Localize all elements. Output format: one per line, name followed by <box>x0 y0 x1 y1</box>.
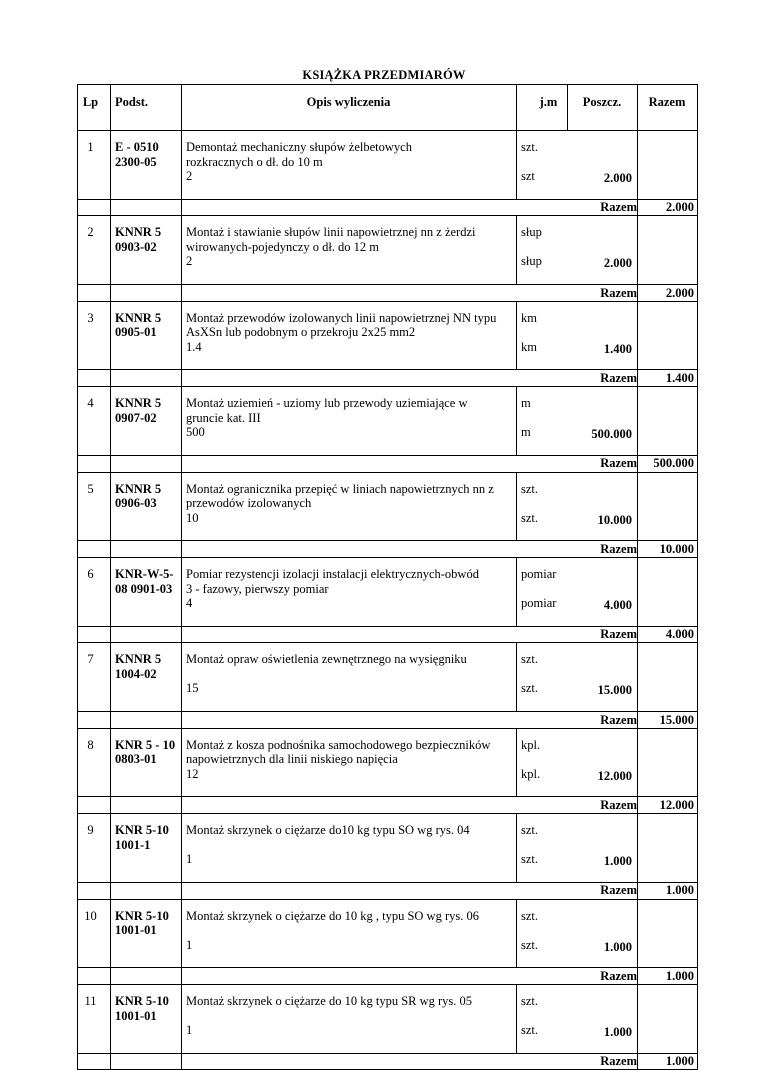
table-border-right <box>697 84 698 1070</box>
razem-label: Razem <box>600 541 637 556</box>
razem-value: 12.000 <box>659 797 694 812</box>
item-lp: 7 <box>87 652 94 667</box>
item-description: wirowanych-pojedynczy o dł. do 12 m <box>186 239 380 254</box>
item-unit: szt. <box>521 908 539 923</box>
item-lp: 11 <box>84 994 97 1008</box>
item-partial-value: 1.000 <box>603 939 632 954</box>
razem-value: 15.000 <box>659 712 694 727</box>
column-divider <box>181 626 182 643</box>
item-unit: szt. <box>521 994 539 1008</box>
column-divider <box>181 540 182 557</box>
header-jm: j.m <box>539 95 558 109</box>
item-unit: szt. <box>521 652 539 667</box>
razem-label: Razem <box>600 627 637 642</box>
column-divider <box>637 130 638 199</box>
item-description: Montaż ogranicznika przepięć w liniach napowietrznych nn z <box>186 481 494 496</box>
item-basis: 0803-01 <box>115 752 157 767</box>
column-divider <box>637 215 638 284</box>
item-lp: 4 <box>87 396 94 411</box>
column-divider <box>181 984 182 1053</box>
column-divider <box>637 386 638 455</box>
razem-value: 4.000 <box>665 627 694 642</box>
razem-label: Razem <box>600 797 637 812</box>
column-divider <box>637 84 638 130</box>
razem-label: Razem <box>600 712 637 727</box>
item-unit: km <box>521 310 537 325</box>
column-divider <box>110 455 111 472</box>
item-lp: 2 <box>87 225 94 240</box>
item-lp: 10 <box>84 908 97 923</box>
column-divider <box>181 1053 182 1070</box>
column-divider <box>181 472 182 541</box>
column-divider <box>637 899 638 968</box>
item-basis: 0907-02 <box>115 410 157 425</box>
column-divider <box>637 642 638 711</box>
column-divider <box>516 472 517 541</box>
razem-value: 1.000 <box>665 1054 694 1069</box>
column-divider <box>181 899 182 968</box>
column-divider <box>181 215 182 284</box>
item-unit: szt. <box>521 1023 539 1037</box>
header-razem: Razem <box>648 95 686 109</box>
column-divider <box>110 540 111 557</box>
table-rule <box>77 1053 698 1054</box>
column-divider <box>110 1053 111 1070</box>
table-rule <box>77 984 698 985</box>
table-rule <box>77 199 698 200</box>
item-basis: 1001-1 <box>115 837 151 852</box>
item-description: Montaż uziemień - uziomy lub przewody uziemiające w <box>186 396 468 411</box>
column-divider <box>181 967 182 984</box>
column-divider <box>637 728 638 797</box>
item-basis: KNNR 5 <box>115 481 162 496</box>
item-unit: szt. <box>521 481 539 496</box>
item-basis: 1004-02 <box>115 666 157 681</box>
column-divider <box>637 472 638 541</box>
column-divider <box>181 130 182 199</box>
item-unit: szt <box>521 169 535 183</box>
column-divider <box>637 199 638 216</box>
razem-label: Razem <box>600 285 637 300</box>
razem-value: 10.000 <box>659 541 694 556</box>
column-divider <box>637 796 638 813</box>
column-divider <box>516 813 517 882</box>
item-lp: 3 <box>87 310 94 325</box>
item-quantity-formula: 15 <box>186 681 199 696</box>
razem-value: 1.000 <box>665 968 694 983</box>
column-divider <box>110 899 111 968</box>
item-unit: kpl. <box>521 766 541 781</box>
item-unit: szt. <box>521 937 539 952</box>
column-divider <box>110 472 111 541</box>
item-unit: pomiar <box>521 567 557 581</box>
column-divider <box>637 369 638 386</box>
item-lp: 8 <box>87 737 94 752</box>
item-basis: KNNR 5 <box>115 310 162 325</box>
column-divider <box>110 796 111 813</box>
column-divider <box>637 540 638 557</box>
item-description: 3 - fazowy, pierwszy pomiar <box>186 581 329 596</box>
column-divider <box>110 626 111 643</box>
column-divider <box>110 215 111 284</box>
column-divider <box>181 711 182 728</box>
column-divider <box>516 557 517 626</box>
item-unit: kpl. <box>521 737 541 752</box>
razem-label: Razem <box>600 456 637 471</box>
column-divider <box>181 369 182 386</box>
item-basis: 1001-01 <box>115 923 157 938</box>
item-basis: KNR 5-10 <box>115 994 169 1008</box>
column-divider <box>110 284 111 301</box>
table-rule <box>77 899 698 900</box>
column-divider <box>637 711 638 728</box>
item-quantity-formula: 2 <box>186 169 193 183</box>
column-divider <box>516 899 517 968</box>
column-divider <box>110 557 111 626</box>
razem-value: 2.000 <box>665 200 694 215</box>
item-basis: 1001-01 <box>115 1008 157 1023</box>
item-partial-value: 10.000 <box>597 512 632 527</box>
item-description: Montaż opraw oświetlenia zewnętrznego na wysięgniku <box>186 652 467 667</box>
item-basis: 2300-05 <box>115 154 157 169</box>
item-basis: 0903-02 <box>115 239 157 254</box>
table-rule <box>77 386 698 387</box>
item-unit: pomiar <box>521 596 557 610</box>
item-basis: 08 0901-03 <box>115 581 173 596</box>
item-description: gruncie kat. III <box>186 410 261 425</box>
column-divider <box>516 301 517 370</box>
table-rule <box>77 711 698 712</box>
table-rule <box>77 215 698 216</box>
item-partial-value: 1.000 <box>603 1025 632 1039</box>
column-divider <box>637 557 638 626</box>
table-border-left <box>77 84 78 1070</box>
item-basis: KNR 5-10 <box>115 908 169 923</box>
column-divider <box>516 84 517 130</box>
table-rule <box>77 882 698 883</box>
item-basis: KNR-W-5- <box>115 567 174 581</box>
item-unit: szt. <box>521 681 539 696</box>
item-quantity-formula: 500 <box>186 425 205 440</box>
item-quantity-formula: 4 <box>186 596 193 610</box>
table-rule <box>77 455 698 456</box>
header-opis: Opis wyliczenia <box>306 95 391 109</box>
column-divider <box>181 882 182 899</box>
column-divider <box>637 626 638 643</box>
header-poszcz: Poszcz. <box>582 95 622 109</box>
item-description: rozkracznych o dł. do 10 m <box>186 154 323 169</box>
column-divider <box>637 813 638 882</box>
item-unit: słup <box>521 254 542 269</box>
table-rule <box>77 284 698 285</box>
column-divider <box>181 455 182 472</box>
item-unit: m <box>521 396 531 411</box>
column-divider <box>181 642 182 711</box>
item-description: napowietrznych dla linii niskiego napięcia <box>186 752 398 767</box>
razem-label: Razem <box>600 883 637 898</box>
column-divider <box>181 796 182 813</box>
item-partial-value: 500.000 <box>591 427 632 442</box>
item-partial-value: 12.000 <box>597 768 632 783</box>
item-unit: szt. <box>521 852 539 867</box>
item-unit: szt. <box>521 823 539 838</box>
item-basis: E - 0510 <box>115 140 159 154</box>
razem-value: 1.400 <box>665 370 694 385</box>
header-podst: Podst. <box>115 95 148 109</box>
column-divider <box>181 199 182 216</box>
item-unit: szt. <box>521 510 539 525</box>
column-divider <box>110 813 111 882</box>
item-description: Montaż z kosza podnośnika samochodowego bezpieczników <box>186 737 491 752</box>
column-divider <box>110 984 111 1053</box>
column-divider <box>637 967 638 984</box>
column-divider <box>637 301 638 370</box>
item-description: Montaż przewodów izolowanych linii napowietrznej NN typu <box>186 310 497 325</box>
item-quantity-formula: 1.4 <box>186 339 202 354</box>
item-description: Montaż skrzynek o ciężarze do10 kg typu SO wg rys. 04 <box>186 823 470 838</box>
column-divider <box>516 984 517 1053</box>
item-unit: słup <box>521 225 542 240</box>
item-quantity-formula: 2 <box>186 254 193 269</box>
item-quantity-formula: 12 <box>186 766 199 781</box>
header-lp: Lp <box>82 95 99 109</box>
document-title: KSIĄŻKA PRZEDMIARÓW <box>302 68 466 82</box>
item-lp: 5 <box>87 481 94 496</box>
razem-label: Razem <box>600 1054 637 1069</box>
table-rule <box>77 130 698 131</box>
item-quantity-formula: 1 <box>186 937 193 952</box>
column-divider <box>181 301 182 370</box>
column-divider <box>516 215 517 284</box>
item-description: przewodów izolowanych <box>186 496 312 511</box>
razem-label: Razem <box>600 370 637 385</box>
item-basis: 0906-03 <box>115 496 157 511</box>
item-basis: KNNR 5 <box>115 225 162 240</box>
column-divider <box>110 728 111 797</box>
column-divider <box>637 455 638 472</box>
table-rule <box>77 472 698 473</box>
column-divider <box>110 967 111 984</box>
item-description: Demontaż mechaniczny słupów żelbetowych <box>186 140 412 154</box>
column-divider <box>516 386 517 455</box>
column-divider <box>110 642 111 711</box>
item-partial-value: 4.000 <box>603 598 632 612</box>
table-rule <box>77 557 698 558</box>
table-rule <box>77 796 698 797</box>
column-divider <box>181 386 182 455</box>
table-rule <box>77 813 698 814</box>
table-rule <box>77 728 698 729</box>
table-rule <box>77 301 698 302</box>
item-description: Montaż i stawianie słupów linii napowietrznej nn z żerdzi <box>186 225 476 240</box>
column-divider <box>181 284 182 301</box>
item-partial-value: 15.000 <box>597 683 632 698</box>
razem-label: Razem <box>600 200 637 215</box>
item-partial-value: 1.400 <box>603 341 632 356</box>
item-quantity-formula: 10 <box>186 510 199 525</box>
column-divider <box>110 199 111 216</box>
column-divider <box>637 984 638 1053</box>
column-divider <box>110 369 111 386</box>
item-description: AsXSn lub podobnym o przekroju 2x25 mm2 <box>186 325 416 340</box>
column-divider <box>181 728 182 797</box>
column-divider <box>110 711 111 728</box>
item-description: Pomiar rezystencji izolacji instalacji elektrycznych-obwód <box>186 567 479 581</box>
item-description: Montaż skrzynek o ciężarze do 10 kg typu SR wg rys. 05 <box>186 994 473 1008</box>
item-lp: 9 <box>87 823 94 838</box>
item-basis: KNNR 5 <box>115 652 162 667</box>
column-divider <box>516 642 517 711</box>
column-divider <box>110 386 111 455</box>
item-basis: KNR 5-10 <box>115 823 169 838</box>
razem-value: 500.000 <box>653 456 694 471</box>
razem-label: Razem <box>600 968 637 983</box>
table-rule <box>77 84 698 85</box>
item-quantity-formula: 1 <box>186 852 193 867</box>
column-divider <box>637 1053 638 1070</box>
item-unit: m <box>521 425 531 440</box>
item-unit: km <box>521 339 537 354</box>
razem-value: 2.000 <box>665 285 694 300</box>
razem-value: 1.000 <box>665 883 694 898</box>
item-description: Montaż skrzynek o ciężarze do 10 kg , typu SO wg rys. 06 <box>186 908 479 923</box>
column-divider <box>516 728 517 797</box>
table-rule <box>77 967 698 968</box>
column-divider <box>110 130 111 199</box>
item-quantity-formula: 1 <box>186 1023 193 1037</box>
column-divider <box>181 813 182 882</box>
item-basis: KNNR 5 <box>115 396 162 411</box>
table-rule <box>77 540 698 541</box>
table-rule <box>77 369 698 370</box>
column-divider <box>110 301 111 370</box>
column-divider <box>516 130 517 199</box>
item-partial-value: 2.000 <box>603 256 632 271</box>
item-lp: 1 <box>87 140 94 154</box>
column-divider <box>110 882 111 899</box>
table-rule <box>77 642 698 643</box>
column-divider <box>637 284 638 301</box>
item-partial-value: 1.000 <box>603 854 632 869</box>
table-rule <box>77 626 698 627</box>
column-divider <box>110 84 111 130</box>
column-divider <box>637 882 638 899</box>
column-divider <box>567 84 568 130</box>
item-lp: 6 <box>87 567 94 581</box>
item-partial-value: 2.000 <box>603 171 632 185</box>
column-divider <box>181 557 182 626</box>
item-basis: KNR 5 - 10 <box>115 737 176 752</box>
column-divider <box>181 84 182 130</box>
item-basis: 0905-01 <box>115 325 157 340</box>
item-unit: szt. <box>521 140 539 154</box>
